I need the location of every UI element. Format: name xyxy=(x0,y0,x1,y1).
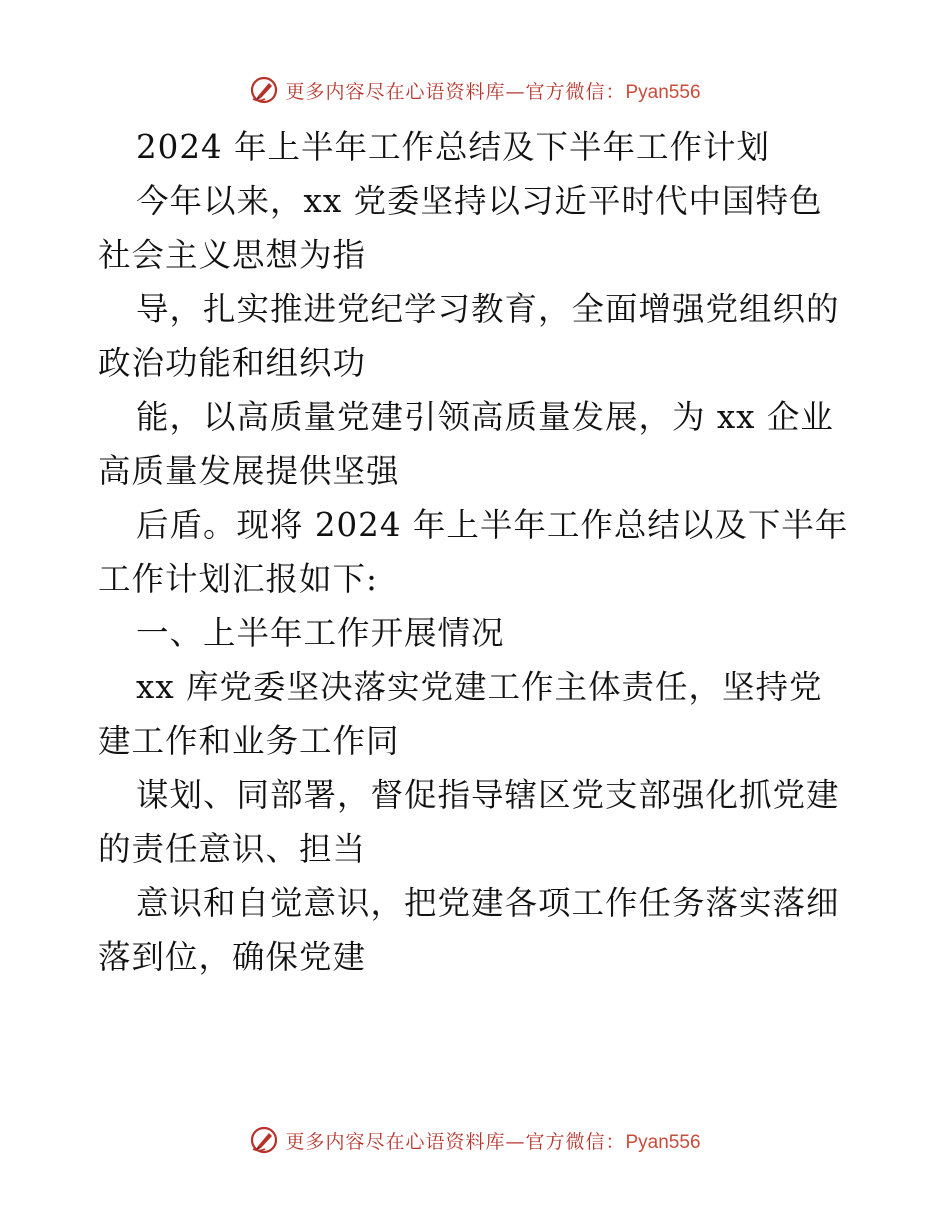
watermark-text xyxy=(285,1127,700,1154)
watermark-wechat-label: 官方微信： xyxy=(525,1130,626,1153)
paragraph-line: 今年以来，xx 党委坚持以习近平时代中国特色 xyxy=(136,182,823,220)
paragraph-line: 建工作和业务工作同 xyxy=(98,722,400,760)
watermark-wechat-label: 官方微信： xyxy=(525,80,626,103)
paragraph-line: xx 库党委坚决落实党建工作主体责任，坚持党 xyxy=(136,668,823,706)
paragraph-line: 谋划、同部署，督促指导辖区党支部强化抓党建 xyxy=(136,776,840,814)
paragraph-line: 政治功能和组织功 xyxy=(98,344,367,382)
watermark-dash: — xyxy=(505,1130,526,1153)
paragraph-line: 能，以高质量党建引领高质量发展，为 xx 企业 xyxy=(136,398,834,436)
paragraph-line: 社会主义思想为指 xyxy=(98,236,367,274)
watermark-dash: — xyxy=(505,80,526,103)
paragraph-line: 导，扎实推进党纪学习教育，全面增强党组织的 xyxy=(136,290,840,328)
section-heading: 一、上半年工作开展情况 xyxy=(136,614,505,652)
document-body xyxy=(98,120,858,984)
paragraph-line: 工作计划汇报如下: xyxy=(98,560,378,598)
paragraph-line: 高质量发展提供坚强 xyxy=(98,452,400,490)
quill-pen-seal-icon xyxy=(249,1125,279,1155)
watermark-text xyxy=(285,77,700,104)
watermark-wechat-id: Pyan556 xyxy=(625,81,701,103)
paragraph-line: 的责任意识、担当 xyxy=(98,830,367,868)
document-title: 2024 年上半年工作总结及下半年工作计划 xyxy=(136,128,771,166)
watermark-wechat-id: Pyan556 xyxy=(625,1131,701,1153)
watermark-title: 更多内容尽在心语资料库 xyxy=(285,1130,506,1153)
paragraph-line: 意识和自觉意识，把党建各项工作任务落实落细 xyxy=(136,884,840,922)
header-watermark xyxy=(0,73,950,107)
quill-pen-seal-icon xyxy=(249,75,279,105)
paragraph-line: 落到位，确保党建 xyxy=(98,938,367,976)
watermark-title: 更多内容尽在心语资料库 xyxy=(285,80,506,103)
paragraph-line: 后盾。现将 2024 年上半年工作总结以及下半年 xyxy=(136,506,849,544)
footer-watermark xyxy=(0,1123,950,1157)
